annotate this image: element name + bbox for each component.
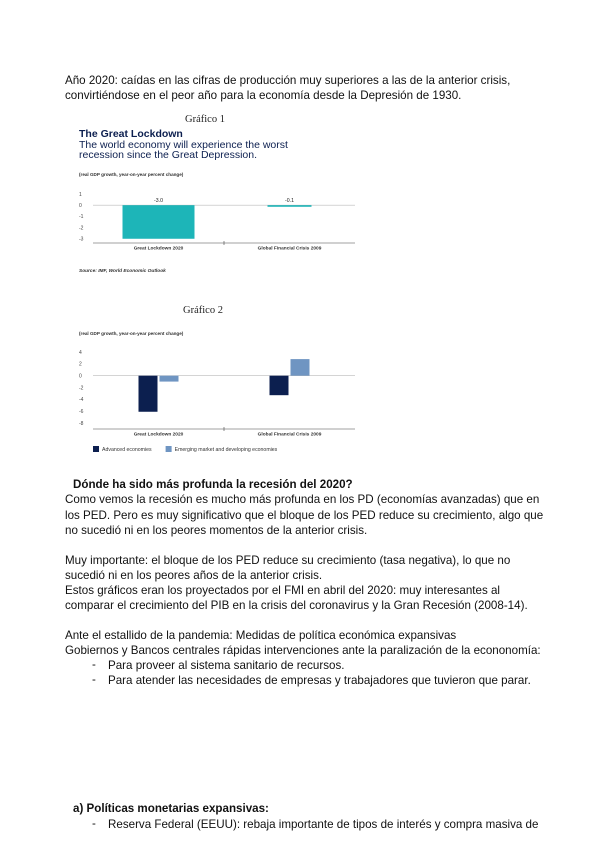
chart-2-x-tick: Global Financial Crisis 2009	[257, 432, 322, 438]
bullet-item-1: Para proveer al sistema sanitario de recursos.	[108, 659, 345, 672]
chart-1-x-tick: Great Lockdown 2020	[133, 246, 184, 252]
chart-2-y-tick: 2	[79, 361, 82, 368]
bullet-dash: -	[92, 673, 96, 686]
chart-2-bar	[270, 376, 289, 396]
intro-line-2: convirtiéndose en el peor año para la economía desde la Depresión de 1930.	[65, 89, 462, 102]
legend-label: Advanced economies	[102, 447, 152, 453]
para-1-line-1: Como vemos la recesión es mucho más profunda en los PD (economías avanzadas) que en	[65, 493, 540, 506]
chart-gdp-growth-by-bloc	[75, 324, 360, 460]
legend-swatch	[166, 446, 172, 452]
chart-1-data-label: -3.0	[154, 198, 163, 205]
bullet-dash: -	[92, 817, 96, 830]
chart-1-bar	[268, 205, 312, 207]
chart-1-title: The Great Lockdown	[79, 128, 183, 140]
chart-2-x-tick: Great Lockdown 2020	[133, 432, 184, 438]
chart-2-y-tick: -8	[79, 420, 84, 427]
chart-2-y-tick: 4	[79, 349, 82, 356]
chart-2-y-tick: 0	[79, 373, 82, 380]
para-1-line-3: no sucedió ni en los peores momentos de la anterior crisis.	[65, 524, 368, 537]
chart-1-y-tick: 0	[79, 202, 82, 209]
figure-1-caption: Gráfico 1	[185, 114, 225, 125]
bullet-item-3: Reserva Federal (EEUU): rebaja importante de tipos de interés y compra masiva de	[108, 818, 539, 831]
chart-2-bar	[139, 376, 158, 412]
section-2-heading: a) Políticas monetarias expansivas:	[73, 802, 269, 815]
para-2-line-2: sucedió ni en los peores años de la anterior crisis.	[65, 569, 323, 582]
chart-1-subtitle-line-2: recession since the Great Depression.	[79, 149, 258, 161]
chart-1-ylabel: (real GDP growth, year-on-year percent change)	[79, 172, 184, 177]
chart-2-bar	[160, 376, 179, 382]
chart-2-y-tick: -6	[79, 408, 84, 415]
figure-2-caption: Gráfico 2	[183, 305, 223, 316]
bullet-item-2: Para atender las necesidades de empresas y trabajadores que tuvieron que parar.	[108, 674, 531, 687]
chart-1-data-label: -0.1	[285, 198, 294, 205]
chart-2-y-tick: -4	[79, 397, 84, 404]
chart-1-bar	[123, 205, 195, 239]
chart-2-bar	[291, 359, 310, 376]
chart-great-lockdown	[75, 126, 360, 276]
chart-2-legend	[93, 446, 278, 453]
chart-2-y-tick: -2	[79, 385, 84, 392]
legend-swatch	[93, 446, 99, 452]
bullet-dash: -	[92, 658, 96, 671]
chart-1-y-tick: -2	[79, 225, 84, 232]
chart-1-y-tick: 1	[79, 191, 82, 198]
section-1-heading: Dónde ha sido más profunda la recesión del 2020?	[73, 478, 353, 491]
chart-1-y-tick: -3	[79, 236, 84, 243]
chart-1-x-tick: Global Financial Crisis 2009	[257, 246, 322, 252]
chart-1-subtitle-line-1: The world economy will experience the worst	[79, 139, 288, 151]
legend-label: Emerging market and developing economies	[174, 447, 278, 453]
para-3-line-2: Gobiernos y Bancos centrales rápidas intervenciones ante la paralización de la econonomía:	[65, 644, 541, 657]
chart-1-y-tick: -1	[79, 214, 84, 221]
para-2-line-4: comparar el crecimiento del PIB en la crisis del coronavirus y la Gran Recesión (2008-14).	[65, 599, 528, 612]
intro-line-1: Año 2020: caídas en las cifras de producción muy superiores a las de la anterior crisis,	[65, 74, 511, 87]
chart-1-source: Source: IMF, World Economic Outlook	[79, 269, 166, 274]
para-2-line-1: Muy importante: el bloque de los PED reduce su crecimiento (tasa negativa), lo que no	[65, 554, 511, 567]
para-3-line-1: Ante el estallido de la pandemia: Medidas de política económica expansivas	[65, 629, 457, 642]
para-1-line-2: los PED. Pero es muy significativo que el bloque de los PED reduce su crecimiento, algo que	[65, 509, 544, 522]
chart-2-ylabel: (real GDP growth, year-on-year percent change)	[79, 331, 184, 336]
para-2-line-3: Estos gráficos eran los proyectados por el FMI en abril del 2020: muy interesantes al	[65, 584, 500, 597]
